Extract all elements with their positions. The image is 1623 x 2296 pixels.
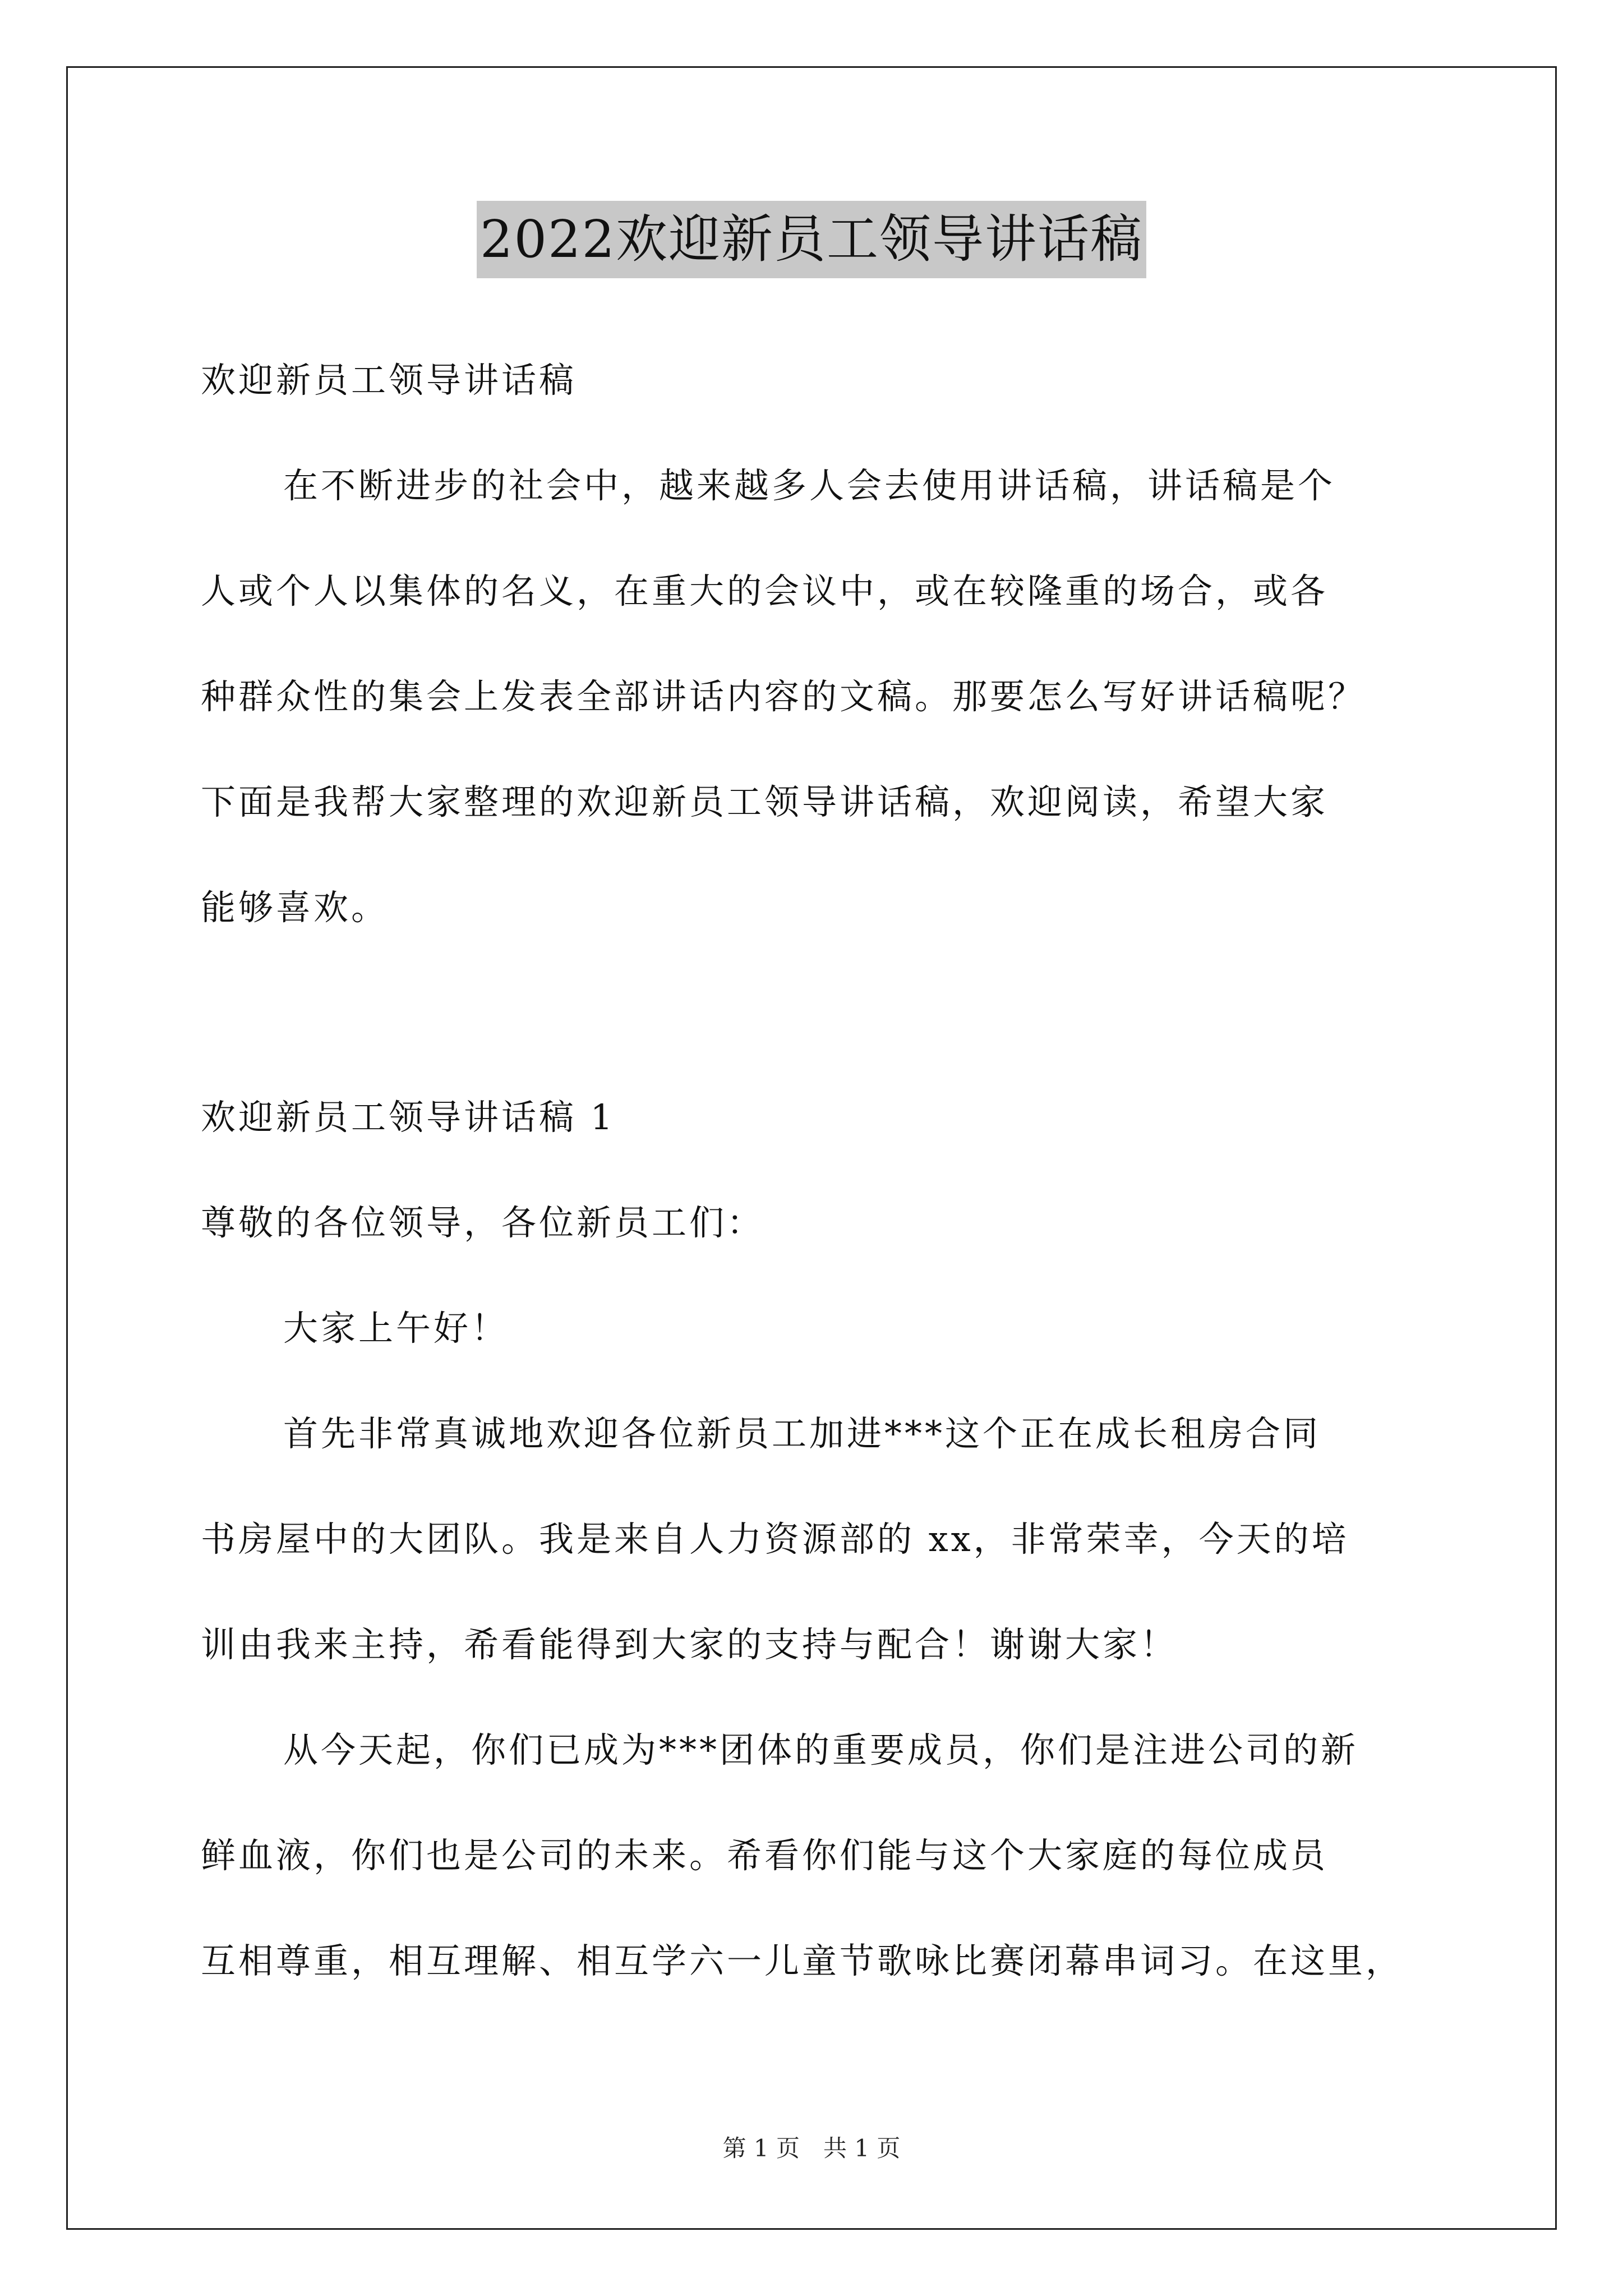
paragraph-line: 人或个人以集体的名义，在重大的会议中，或在较隆重的场合，或各 — [201, 570, 1329, 611]
paragraph-line: 书房屋中的大团队。我是来自人力资源部的 xx，非常荣幸，今天的培 — [201, 1519, 1349, 1559]
subtitle-line: 欢迎新员工领导讲话稿 — [201, 360, 577, 401]
section-heading: 欢迎新员工领导讲话稿 1 — [201, 1097, 616, 1138]
greeting-line: 大家上午好！ — [283, 1308, 509, 1349]
paragraph-line: 训由我来主持，希看能得到大家的支持与配合！谢谢大家！ — [201, 1624, 1178, 1665]
title-container — [0, 201, 1623, 278]
paragraph-line: 互相尊重，相互理解、相互学六一儿童节歌咏比赛闭幕串词习。在这里， — [201, 1940, 1404, 1981]
paragraph-line: 鲜血液，你们也是公司的未来。希看你们能与这个大家庭的每位成员 — [201, 1835, 1329, 1876]
paragraph-line: 从今天起，你们已成为***团体的重要成员，你们是注进公司的新 — [283, 1729, 1359, 1770]
paragraph-line: 能够喜欢。 — [201, 887, 389, 928]
salutation-line: 尊敬的各位领导，各位新员工们： — [201, 1202, 765, 1243]
paragraph-line: 种群众性的集会上发表全部讲话内容的文稿。那要怎么写好讲话稿呢？ — [201, 676, 1366, 717]
paragraph-line: 首先非常真诚地欢迎各位新员工加进***这个正在成长租房合同 — [283, 1413, 1321, 1454]
paragraph-line: 在不断进步的社会中，越来越多人会去使用讲话稿，讲话稿是个 — [283, 465, 1336, 506]
page-number: 第 1 页 共 1 页 — [722, 2134, 901, 2162]
document-title: 2022欢迎新员工领导讲话稿 — [477, 201, 1146, 278]
paragraph-line: 下面是我帮大家整理的欢迎新员工领导讲话稿，欢迎阅读，希望大家 — [201, 781, 1329, 822]
